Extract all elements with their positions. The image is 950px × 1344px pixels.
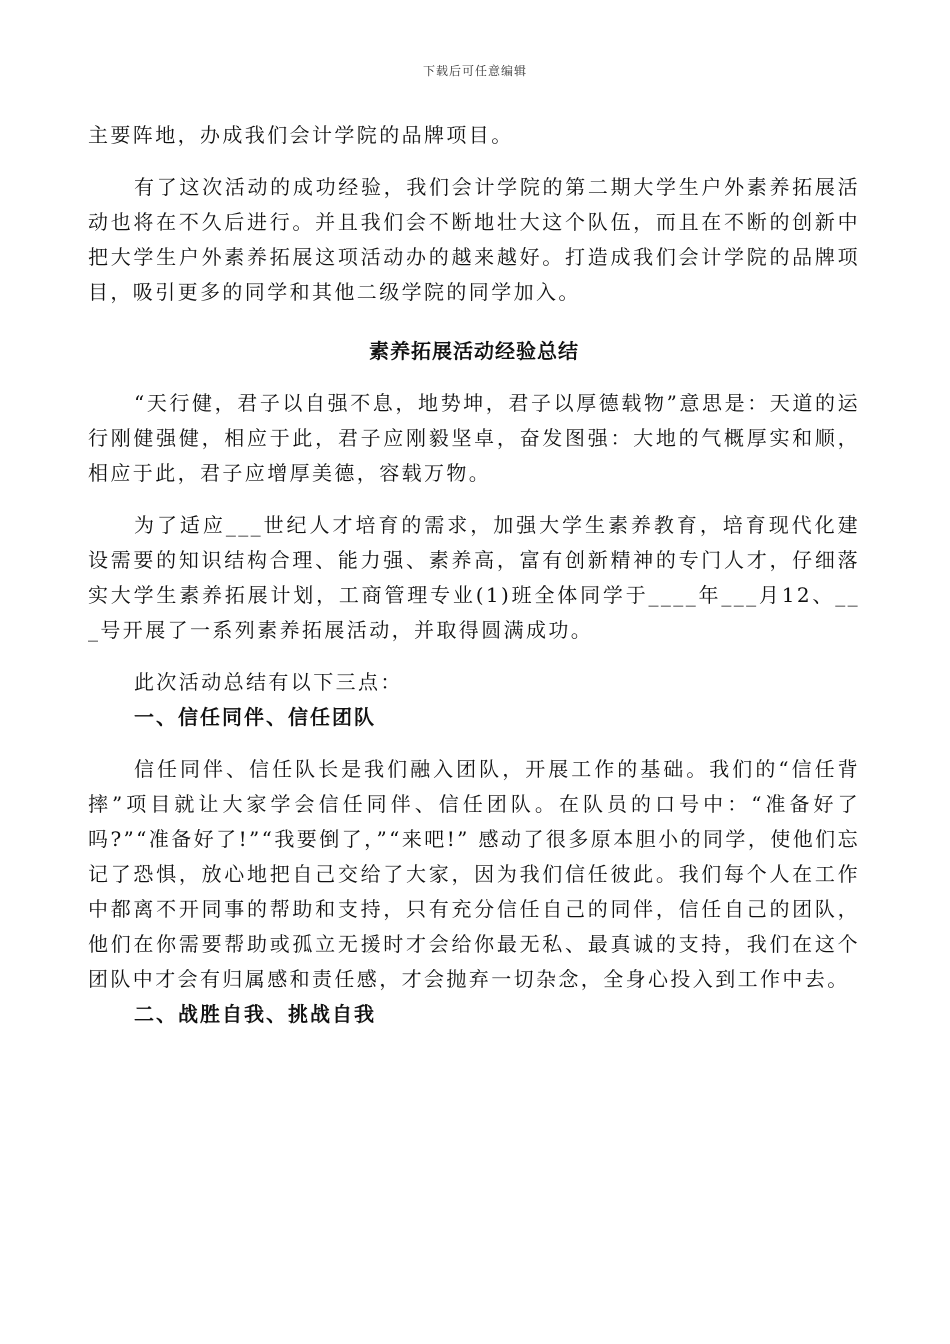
document-body	[88, 118, 860, 1032]
header-note: 下载后可任意编辑	[422, 64, 527, 78]
paragraph-continuation: 主要阵地，办成我们会计学院的品牌项目。	[88, 123, 514, 147]
heading-trust: 一、信任同伴、信任团队	[134, 705, 376, 729]
paragraph-background: 为了适应___世纪人才培育的需求，加强大学生素养教育，培育现代化建设需要的知识结构合理、能力强、素养高，富有创新精神的专门人才，仔细落实大学生素养拓展计划，工商管理专业(1)班全体同学于____年___月12、___号开展了一系列素养拓展活动，并取得圆满成功。	[88, 513, 860, 642]
heading-challenge: 二、战胜自我、挑战自我	[134, 1002, 376, 1026]
paragraph-experience: 有了这次活动的成功经验，我们会计学院的第二期大学生户外素养拓展活动也将在不久后进行。并且我们会不断地壮大这个队伍，而且在不断的创新中把大学生户外素养拓展这项活动办的越来越好。打造成我们会计学院的品牌项目，吸引更多的同学和其他二级学院的同学加入。	[88, 175, 860, 304]
paragraph-summary-intro: 此次活动总结有以下三点：	[134, 670, 403, 694]
paragraph-quote: “天行健，君子以自强不息，地势坤，君子以厚德载物”意思是：天道的运行刚健强健，相应于此，君子应刚毅坚卓，奋发图强：大地的气概厚实和顺，相应于此，君子应增厚美德，容载万物。	[88, 391, 860, 485]
section-title: 素养拓展活动经验总结	[369, 339, 579, 363]
paragraph-trust: 信任同伴、信任队长是我们融入团队，开展工作的基础。我们的“信任背摔”项目就让大家学会信任同伴、信任团队。在队员的口号中：“准备好了吗?”“准备好了!”“我要倒了，”“来吧!” 感动了很多原本胆小的同学，使他们忘记了恐惧，放心地把自己交给了大家，因为我们信任彼此。我们每个人在工作中都离不开同事的帮助和支持，只有充分信任自己的同伴，信任自己的团队，他们在你需要帮助或孤立无援时才会给你最无私、最真诚的支持，我们在这个团队中才会有归属感和责任感，才会抛弃一切杂念，全身心投入到工作中去。	[88, 757, 860, 991]
